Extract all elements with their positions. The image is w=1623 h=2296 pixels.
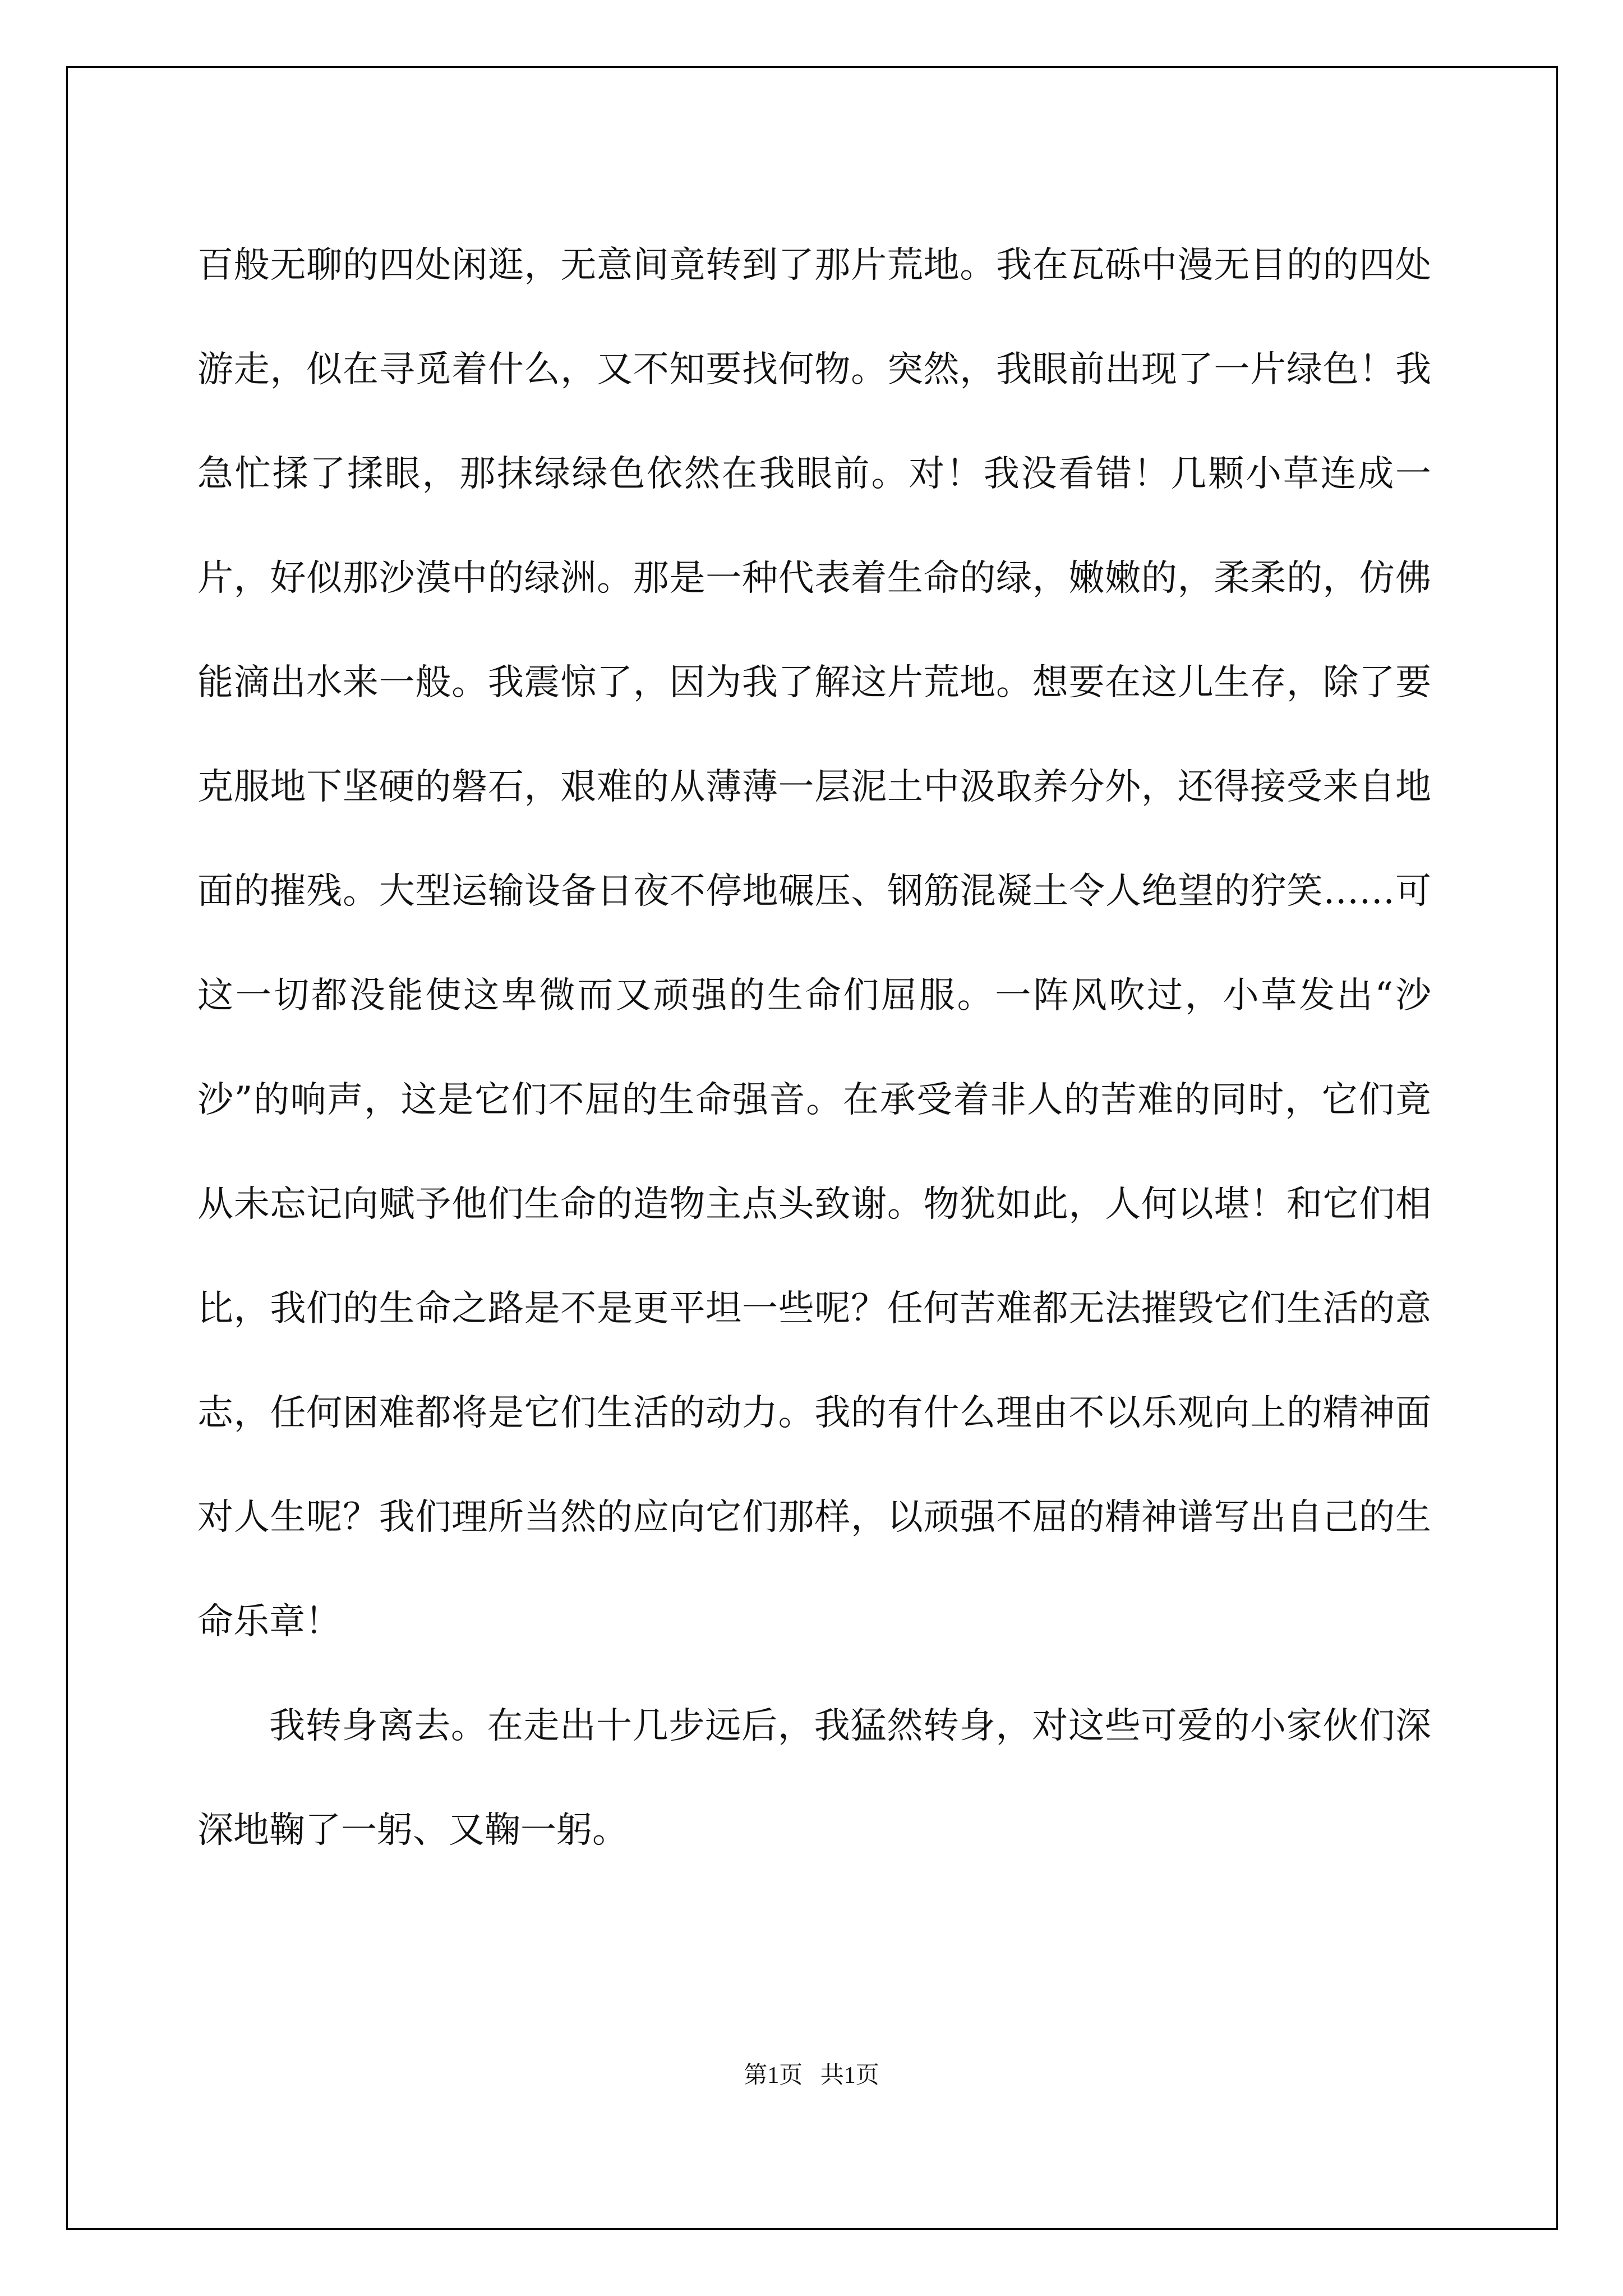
document-body (197, 213, 1431, 1883)
page-number: 第1页 (744, 2063, 803, 2088)
footer-spacer (803, 2063, 820, 2088)
page-total: 共1页 (820, 2063, 879, 2088)
paragraph-1: 百般无聊的四处闲逛，无意间竟转到了那片荒地。我在瓦砾中漫无目的的四处游走，似在寻觅着什么，又不知要找何物。突然，我眼前出现了一片绿色！我急忙揉了揉眼，那抹绿绿色依然在我眼前。对！我没看错！几颗小草连成一片，好似那沙漠中的绿洲。那是一种代表着生命的绿，嫩嫩的，柔柔的，仿佛能滴出水来一般。我震惊了，因为我了解这片荒地。想要在这儿生存，除了要克服地下坚硬的磐石，艰难的从薄薄一层泥土中汲取养分外，还得接受来自地面的摧残。大型运输设备日夜不停地碾压、钢筋混凝土令人绝望的狞笑……可这一切都没能使这卑微而又顽强的生命们屈服。一阵风吹过，小草发出“沙沙”的响声，这是它们不屈的生命强音。在承受着非人的苦难的同时，它们竟从未忘记向赋予他们生命的造物主点头致谢。物犹如此，人何以堪！和它们相比，我们的生命之路是不是更平坦一些呢？任何苦难都无法摧毁它们生活的意志，任何困难都将是它们生活的动力。我的有什么理由不以乐观向上的精神面对人生呢？我们理所当然的应向它们那样，以顽强不屈的精神谱写出自己的生命乐章！ (197, 245, 1431, 1642)
page-footer (0, 2059, 1623, 2092)
paragraph-2: 我转身离去。在走出十几步远后，我猛然转身，对这些可爱的小家伙们深深地鞠了一躬、又鞠一躬。 (197, 1705, 1431, 1851)
